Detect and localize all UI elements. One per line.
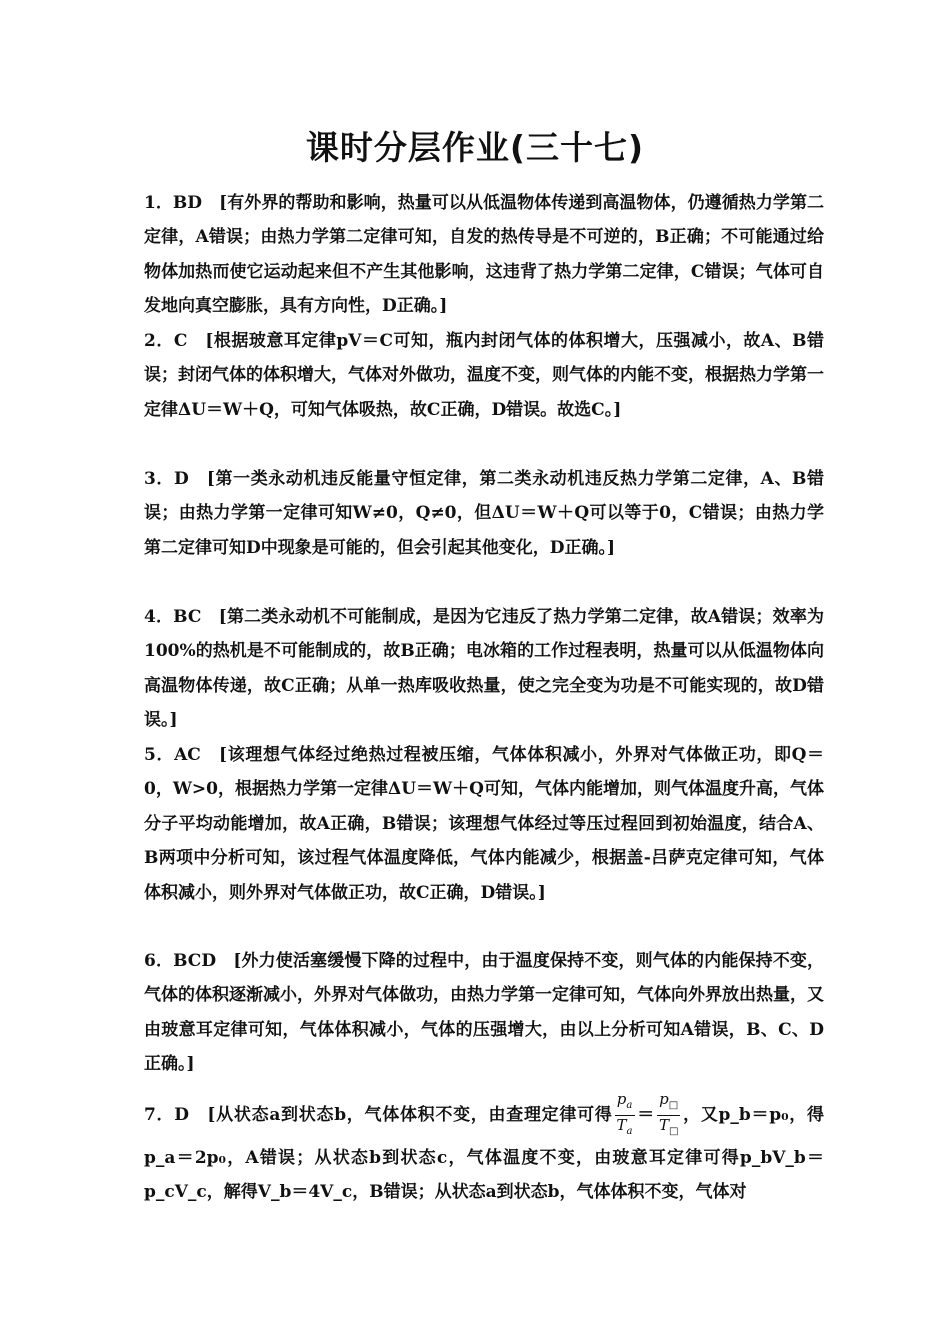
answer-7-tail: ，又p_b＝p₀，得p_a＝2p₀，A错误；从状态b到状态c，气体温度不变，由玻意耳定律可得p_bV_b＝p_cV_c，解得V_b＝4V_c，B错误；从状态a到状态b，气体体积不变，气体对 [144,1105,825,1203]
answer-5: 5．AC [该理想气体经过绝热过程被压缩，气体体积减小，外界对气体做正功，即Q＝0，W>0，根据热力学第一定律ΔU＝W＋Q可知，气体内能增加，则气体温度升高，气体分子平均动能增加，故A正确，B错误；该理想气体经过等压过程回到初始温度，结合A、B两项中分析可知，该过程气体温度降低，气体内能减少，根据盖-吕萨克定律可知，气体体积减小，则外界对气体做正功，故C正确，D错误。] [144,745,824,903]
answer-7-lead: 7．D [从状态a到状态b，气体体积不变，由查理定律可得 [144,1105,613,1125]
page-title: 课时分层作业(三十七) [305,128,645,167]
equals-sign: ＝ [636,1105,655,1125]
fraction-right: $\frac{p_□}{T_□}$ [658,1090,679,1137]
answer-4: 4．BC [第二类永动机不可能制成，是因为它违反了热力学第二定律，故A错误；效率为100%的热机是不可能制成的，故B正确；电冰箱的工作过程表明，热量可以从低温物体向高温物体传递，故C正确；从单一热库吸收热量，使之完全变为功是不可能实现的，故D错误。] [144,607,824,731]
answer-1: 1．BD [有外界的帮助和影响，热量可以从低温物体传递到高温物体，仍遵循热力学第二定律，A错误；由热力学第二定律可知，自发的热传导是不可逆的，B正确；不可能通过给物体加热而使它运动起来但不产生其他影响，这违背了热力学第二定律，C错误；气体可自发地向真空膨胀，具有方向性，D正确。] [144,193,824,317]
answer-6: 6．BCD [外力使活塞缓慢下降的过程中，由于温度保持不变，则气体的内能保持不变，气体的体积逐渐减小，外界对气体做功，由热力学第一定律可知，气体向外界放出热量，又由玻意耳定律可知，气体体积减小，气体的压强增大，由以上分析可知A错误，B、C、D正确。] [144,951,824,1075]
answer-3: 3．D [第一类永动机违反能量守恒定律，第二类永动机违反热力学第二定律，A、B错误；由热力学第一定律可知W≠0，Q≠0，但ΔU＝W＋Q可以等于0，C错误；由热力学第二定律可知D中现象是可能的，但会引起其他变化，D正确。] [144,469,824,558]
fraction-left: $\frac{p_a}{T_a}$ [616,1090,633,1137]
answer-2: 2．C [根据玻意耳定律pV＝C可知，瓶内封闭气体的体积增大，压强减小，故A、B错误；封闭气体的体积增大，气体对外做功，温度不变，则气体的内能不变，根据热力学第一定律ΔU＝W＋Q，可知气体吸热，故C正确，D错误。故选C。] [144,331,824,420]
answer-7 [144,1090,824,1210]
